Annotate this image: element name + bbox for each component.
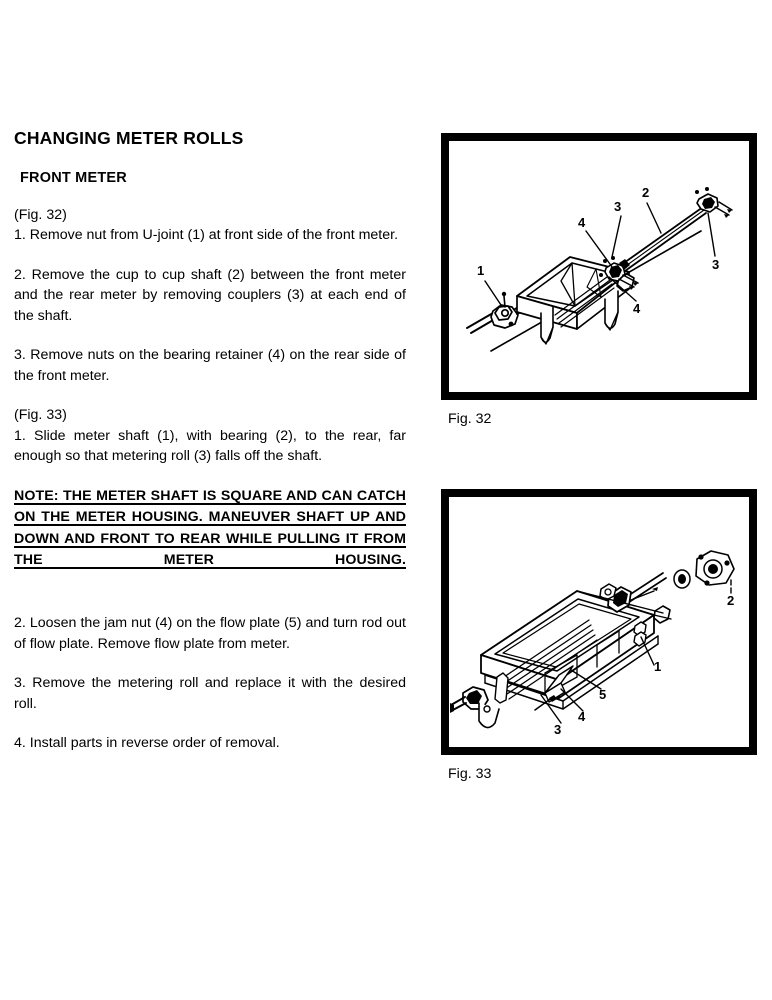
step-2-fig33: 2. Loosen the jam nut (4) on the flow plate (5) and turn rod out of flow plate. Remove flow plate from meter. xyxy=(14,615,406,652)
figure-32-callout-3-front: 3 xyxy=(614,199,622,214)
figure-33-reference: (Fig. 33) xyxy=(14,407,67,424)
step-1-fig32: 1. Remove nut from U-joint (1) at front side of the front meter. xyxy=(14,227,399,244)
figure-33-callout-4: 4 xyxy=(578,709,586,724)
figure-33-block xyxy=(441,489,757,783)
instruction-text-column xyxy=(14,128,406,773)
step-3-fig32: 3. Remove nuts on the bearing retainer (4) on the rear side of the front meter. xyxy=(14,347,406,384)
page-title: CHANGING METER ROLLS xyxy=(14,128,244,148)
note-meter-shaft-warning: NOTE: THE METER SHAFT IS SQUARE AND CAN CATCH ON THE METER HOUSING. MANEUVER SHAFT UP AND DOWN AND FRONT TO REAR WHILE PULLING IT FROM THE METER HOUSING. xyxy=(14,487,406,569)
figure-32-callout-1: 1 xyxy=(477,263,485,278)
figure-32-block xyxy=(441,133,757,428)
figure-32-callout-3-rear: 3 xyxy=(712,257,720,272)
step-3-fig33: 3. Remove the metering roll and replace it with the desired roll. xyxy=(14,675,406,712)
figure-32-caption: Fig. 32 xyxy=(448,411,492,427)
figure-32-callout-4-top: 4 xyxy=(578,215,586,230)
step-2-fig32: 2. Remove the cup to cup shaft (2) between the front meter and the rear meter by removing couplers (3) at each end of the shaft. xyxy=(14,266,406,324)
figure-32-illustration xyxy=(449,141,749,392)
figure-32-frame xyxy=(441,133,757,400)
figure-33-illustration xyxy=(449,497,749,747)
step-4-fig33: 4. Install parts in reverse order of removal. xyxy=(14,735,280,752)
figure-33-callout-2: 2 xyxy=(727,593,735,608)
figure-33-frame xyxy=(441,489,757,755)
step-1-fig33: 1. Slide meter shaft (1), with bearing (2), to the rear, far enough so that metering roll (3) falls off the shaft. xyxy=(14,427,406,465)
figure-32-callout-4-bottom: 4 xyxy=(633,301,641,316)
figure-32-callout-2: 2 xyxy=(642,185,650,200)
sub-heading-front-meter: FRONT METER xyxy=(20,170,127,187)
figure-33-callout-1: 1 xyxy=(654,659,662,674)
figure-32-reference: (Fig. 32) xyxy=(14,206,67,223)
figure-33-callout-3: 3 xyxy=(554,722,562,737)
figure-33-caption: Fig. 33 xyxy=(448,766,492,782)
figure-33-callout-5: 5 xyxy=(599,687,607,702)
